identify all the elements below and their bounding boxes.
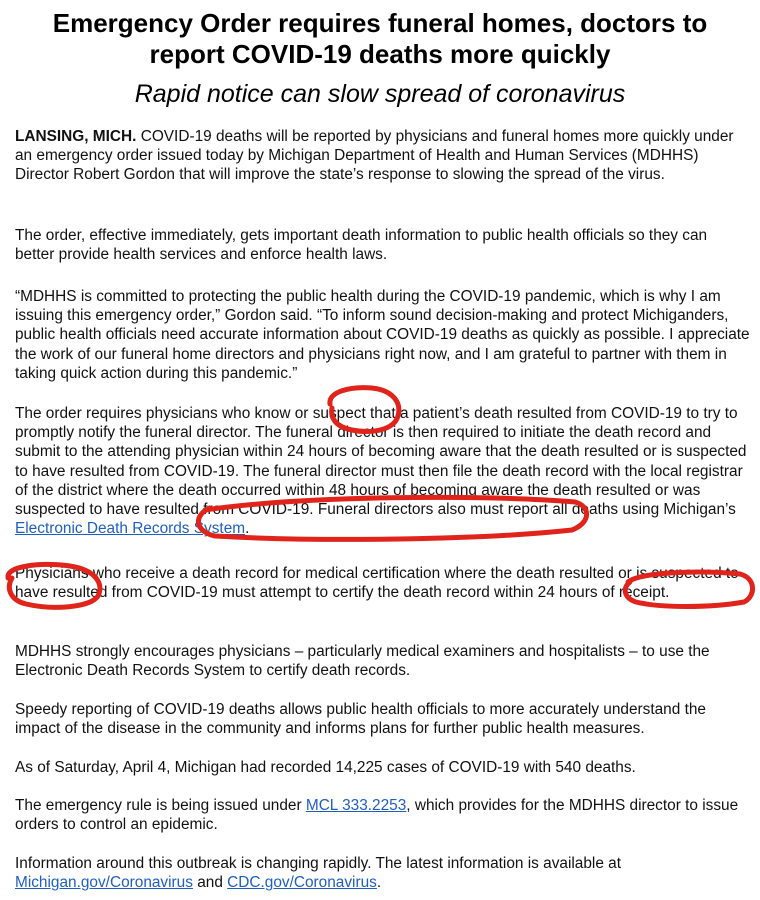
paragraph-reporting: Speedy reporting of COVID-19 deaths allows public health officials to more accurately understand the impact of the disease in the community and informs plans for further public health measures. <box>15 701 706 738</box>
mcl-link[interactable]: MCL 333.2253 <box>305 797 407 814</box>
rule-text-end: , which provides for the MDHHS director to issue orders to control an epidemic. <box>15 797 739 834</box>
dateline: LANSING, MICH. <box>15 128 137 145</box>
paragraph-info <box>15 854 750 892</box>
michigan-gov-link[interactable]: Michigan.gov/Coronavirus <box>15 874 193 892</box>
paragraph-order <box>15 404 750 538</box>
headline: Emergency Order requires funeral homes, doctors to report COVID-19 deaths more quickly <box>52 8 708 69</box>
lead-text: COVID-19 deaths will be reported by physicians and funeral homes more quickly under an emergency order issued today by Michigan Department of Health and Human Services (MDHHS) Director Robert Gordon that will improve the state’s response to slowing the spread of the virus. <box>15 128 734 184</box>
order-text: The order requires physicians who know or suspect that a patient’s death resulted from COVID-19 to try to promptly notify the funeral director. The funeral director is then required to initiate the death record and submit to the attending physician within 24 hours of becoming aware that the death resulted or is suspected to have resulted from COVID-19. The funeral director must then file the death record with the local registrar of the district where the death occurred within 48 hours of becoming aware the death resulted or was suspected to have resulted from COVID-19. Funeral directors also must report all deaths using Michigan’s <box>15 405 747 519</box>
paragraph-encourage: MDHHS strongly encourages physicians – particularly medical examiners and hospitalists – to use the Electronic Death Records System to certify death records. <box>15 643 710 680</box>
paragraph-lead <box>15 127 750 185</box>
paragraph-2: The order, effective immediately, gets important death information to public health officials so they can better provide health services and enforce health laws. <box>15 227 708 264</box>
order-period: . <box>245 520 250 538</box>
paragraph-stats: As of Saturday, April 4, Michigan had recorded 14,225 cases of COVID-19 with 540 deaths. <box>15 759 636 776</box>
paragraph-quote: “MDHHS is committed to protecting the public health during the COVID-19 pandemic, which is why I am issuing this emergency order,” Gordon said. “To inform sound decision-making and protect Michiganders, public health officials need accurate information about COVID-19 deaths as quickly as possible. I appreciate the work of our funeral home directors and physicians right now, and I am grateful to partner with them in taking quick action during this pandemic.” <box>15 288 750 382</box>
subheadline: Rapid notice can slow spread of coronavirus <box>134 80 626 108</box>
info-period: . <box>376 874 382 892</box>
rule-text: The emergency rule is being issued under <box>15 797 306 814</box>
info-text: Information around this outbreak is changing rapidly. The latest information is available at <box>15 855 621 872</box>
info-and: and <box>192 874 228 892</box>
edrs-link[interactable]: Electronic Death Records System <box>15 520 246 538</box>
cdc-gov-link[interactable]: CDC.gov/Coronavirus <box>227 874 377 892</box>
paragraph-physicians: Physicians who receive a death record for medical certification where the death resulted or is suspected to have resulted from COVID-19 must attempt to certify the death record within 24 hours of receipt. <box>15 565 739 602</box>
paragraph-rule <box>15 796 750 834</box>
